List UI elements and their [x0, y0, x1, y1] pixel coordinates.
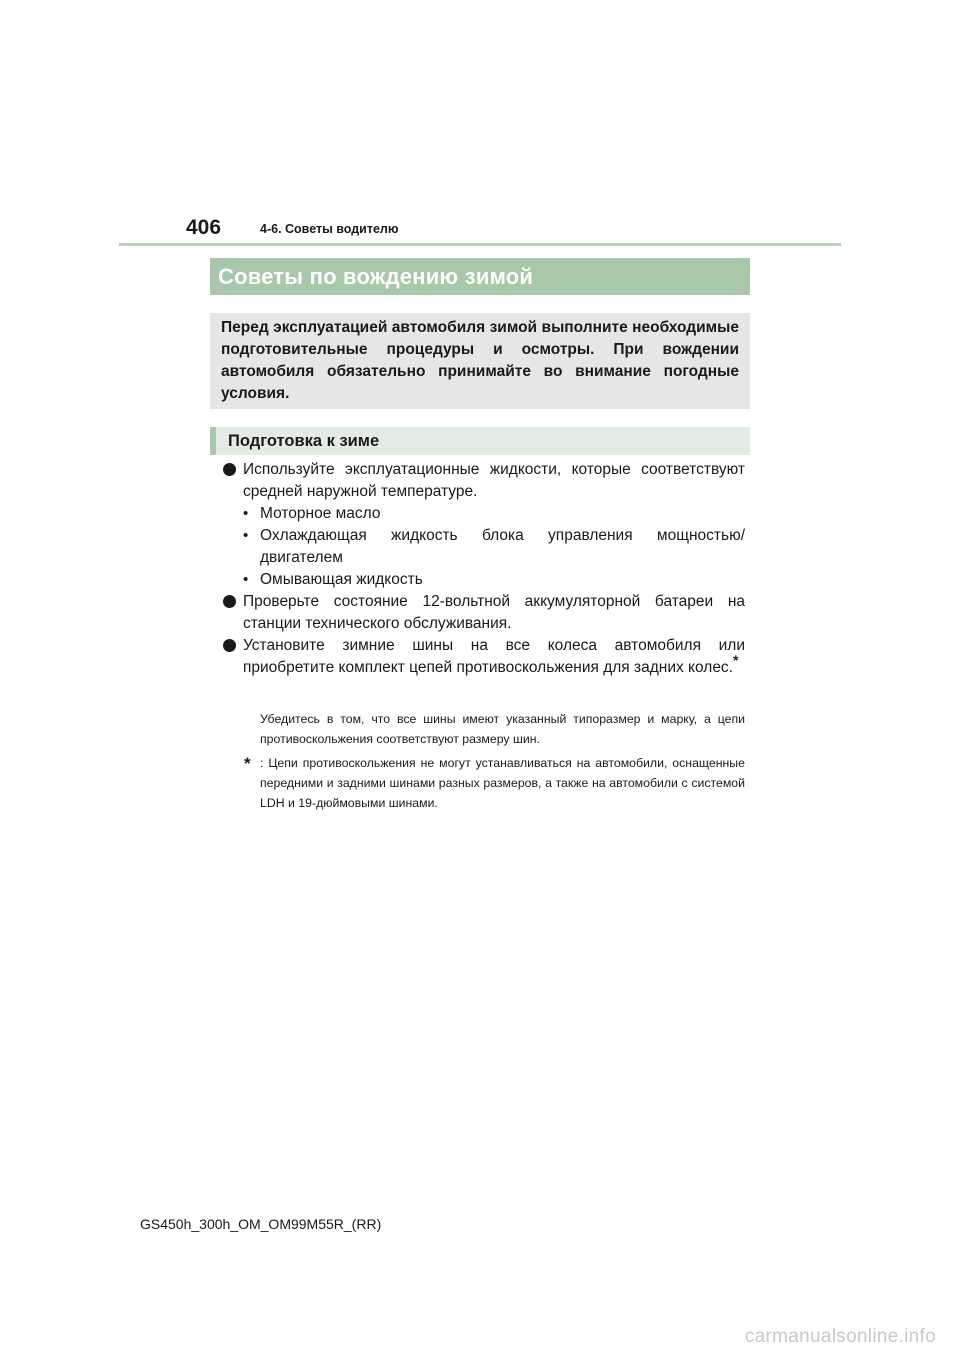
sub-item-text: Омывающая жидкость [260, 571, 423, 588]
footnote-marker: * [733, 652, 739, 668]
tire-note: Убедитесь в том, что все шины имеют указанный типоразмер и марку, а цепи противоскольжения соответствуют размеру шин. [260, 712, 745, 746]
sub-bullet-icon: • [243, 527, 249, 544]
bullet-icon [223, 639, 236, 652]
list-item [222, 591, 745, 635]
subheading-bar [210, 427, 750, 455]
sub-list-item [222, 525, 745, 569]
page-title-bar [210, 258, 750, 295]
sub-list-item [222, 503, 745, 525]
bullet-icon [223, 463, 236, 476]
sub-bullet-icon: • [243, 505, 249, 522]
bullet-text: Используйте эксплуатационные жидкости, которые соответствуют средней наружной температуре. [243, 461, 745, 500]
sub-item-text: Моторное масло [260, 505, 381, 522]
page-number: 406 [186, 216, 222, 239]
intro-box [210, 313, 750, 409]
watermark: carmanualsonline.info [744, 1326, 936, 1347]
intro-text: Перед эксплуатацией автомобиля зимой выполните необходимые подготовительные процедуры и осмотры. При вождении автомобиля обязательно принимайте во внимание погодные условия. [221, 319, 739, 402]
bullet-icon [223, 595, 236, 608]
list-item [222, 459, 745, 503]
subheading: Подготовка к зиме [228, 431, 380, 450]
bullet-text: Установите зимние шины на все колеса автомобиля или приобретите комплект цепей противоскольжения для задних колес. [243, 637, 745, 676]
footnote-text: : Цепи противоскольжения не могут устанавливаться на автомобили, оснащенные передними и задними шинами разных размеров, а также на автомобили с системой LDH и 19-дюймовыми шинами. [260, 756, 745, 810]
sub-list-item [222, 569, 745, 591]
footnote-star: * [244, 754, 251, 773]
footer-code: GS450h_300h_OM_OM99M55R_(RR) [140, 1216, 382, 1232]
sub-item-text: Охлаждающая жидкость блока управления мощностью/двигателем [260, 527, 745, 566]
page-title: Советы по вождению зимой [218, 263, 534, 289]
header-divider [119, 243, 841, 246]
sub-bullet-icon: • [243, 571, 249, 588]
list-item [222, 635, 745, 679]
content-list [222, 459, 745, 679]
section-header: 4-6. Советы водителю [260, 222, 399, 236]
bullet-text: Проверьте состояние 12-вольтной аккумуляторной батареи на станции технического обслуживания. [243, 593, 745, 632]
